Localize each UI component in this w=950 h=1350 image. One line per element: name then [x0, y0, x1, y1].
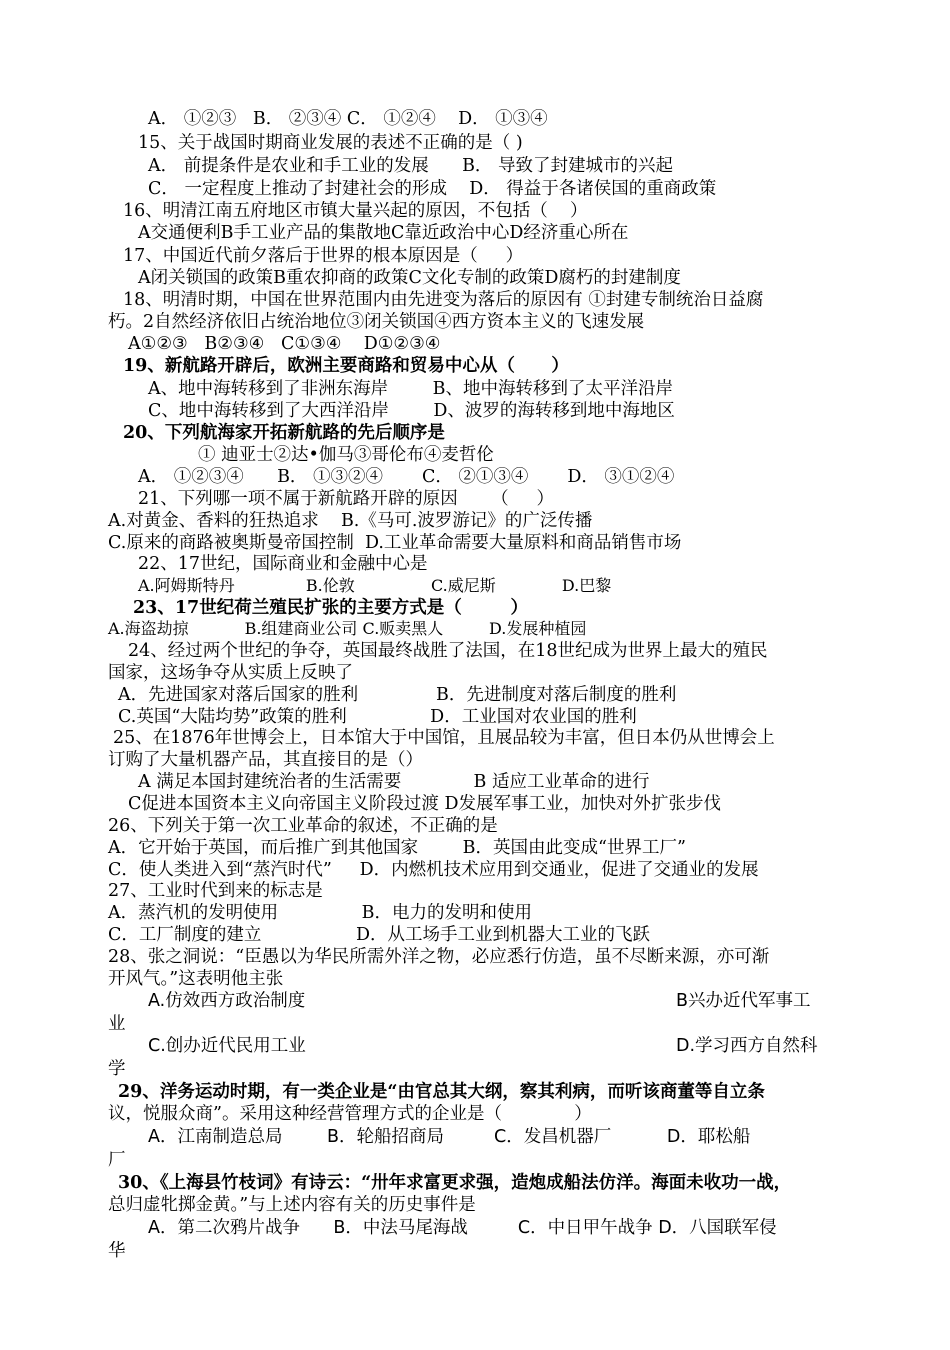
q26-stem: 26、下列关于第一次工业革命的叙述，不正确的是	[108, 816, 498, 836]
q20-stem: 20、下列航海家开拓新航路的先后顺序是	[123, 423, 445, 443]
q30-stem-1: 30、《上海县竹枝词》有诗云：“卅年求富更求强，造炮成船法仿洋。海面未收功一战，	[118, 1173, 792, 1193]
q25-stem-2: 订购了大量机器产品，其直接目的是（）	[108, 750, 423, 770]
q18-options: A①②③ B②③④ C①③④ D①②③④	[128, 334, 441, 354]
q17-options: A闭关锁国的政策B重农抑商的政策C文化专制的政策D腐朽的封建制度	[138, 268, 681, 288]
q24-options-ab: A．先进国家对落后国家的胜利 B．先进制度对落后制度的胜利	[118, 685, 677, 705]
q21-options-ab: A.对黄金、香料的狂热追求 B.《马可.波罗游记》的广泛传播	[108, 511, 593, 531]
q28-option-a: A.仿效西方政治制度	[148, 991, 306, 1011]
q27-stem: 27、工业时代到来的标志是	[108, 881, 323, 901]
q26-options-ab: A．它开始于英国，而后推广到其他国家 B．英国由此变成“世界工厂”	[108, 838, 686, 858]
q19-options-cd: C、地中海转移到了大西洋沿岸 D、波罗的海转移到地中海地区	[148, 401, 675, 421]
q30-options-wrap: 华	[108, 1241, 126, 1261]
q22-stem: 22、17世纪，国际商业和金融中心是	[138, 554, 428, 574]
q18-stem-2: 朽。2自然经济依旧占统治地位③闭关锁国④西方资本主义的飞速发展	[108, 312, 645, 332]
q27-options-cd: C．工厂制度的建立 D．从工场手工业到机器大工业的飞跃	[108, 925, 650, 945]
q28-option-d: D.学习西方自然科	[676, 1036, 818, 1056]
q19-options-ab: A、地中海转移到了非洲东海岸 B、地中海转移到了太平洋沿岸	[148, 379, 673, 399]
q20-items: ① 迪亚士②达•伽马③哥伦布④麦哲伦	[198, 445, 494, 465]
q30-options: A．第二次鸦片战争 B．中法马尾海战 C．中日甲午战争 D．八国联军侵	[148, 1218, 777, 1238]
q14-options: A． ①②③ B． ②③④ C． ①②④ D． ①③④	[148, 109, 548, 129]
q30-stem-2: 总归虚牝掷金黄。”与上述内容有关的历史事件是	[108, 1195, 476, 1215]
q25-stem-1: 25、在1876年世博会上，日本馆大于中国馆，且展品较为丰富，但日本仍从世博会上	[113, 728, 775, 748]
q15-options-cd: C． 一定程度上推动了封建社会的形成 D． 得益于各诸侯国的重商政策	[148, 179, 717, 199]
q16-stem: 16、明清江南五府地区市镇大量兴起的原因，不包括（ ）	[123, 201, 588, 221]
q28-option-b-wrap: 业	[108, 1014, 126, 1034]
q29-options: A．江南制造总局 B．轮船招商局 C．发昌机器厂 D．耶松船	[148, 1127, 751, 1147]
q29-stem-2: 议，悦服众商”。采用这种经营管理方式的企业是（ ）	[108, 1104, 592, 1124]
q16-options: A交通便利B手工业产品的集散地C靠近政治中心D经济重心所在	[138, 223, 629, 243]
q15-stem: 15、关于战国时期商业发展的表述不正确的是（ )	[138, 133, 523, 153]
q24-stem-1: 24、经过两个世纪的争夺，英国最终战胜了法国，在18世纪成为世界上最大的殖民	[128, 641, 768, 661]
q23-options: A.海盗劫掠 B.组建商业公司 C.贩卖黑人 D.发展种植园	[108, 619, 587, 638]
q28-option-b: B兴办近代军事工	[676, 991, 811, 1011]
q27-options-ab: A．蒸汽机的发明使用 B．电力的发明和使用	[108, 903, 532, 923]
q21-options-cd: C.原来的商路被奥斯曼帝国控制 D.工业革命需要大量原料和商品销售市场	[108, 533, 682, 553]
q26-options-cd: C．使人类进入到“蒸汽时代” D．内燃机技术应用到交通业，促进了交通业的发展	[108, 860, 759, 880]
q20-options: A． ①②③④ B． ①③②④ C． ②①③④ D． ③①②④	[138, 467, 675, 487]
q19-stem: 19、新航路开辟后，欧洲主要商路和贸易中心从（ ）	[123, 356, 569, 376]
q25-options-cd: C促进本国资本主义向帝国主义阶段过渡 D发展军事工业，加快对外扩张步伐	[128, 794, 721, 814]
q24-stem-2: 国家，这场争夺从实质上反映了	[108, 663, 353, 683]
q28-option-c: C.创办近代民用工业	[148, 1036, 306, 1056]
q29-options-wrap: 厂	[108, 1150, 126, 1170]
q29-stem-1: 29、洋务运动时期，有一类企业是“由官总其大纲，察其利病，而听该商董等自立条	[118, 1082, 765, 1102]
q28-option-d-wrap: 学	[108, 1059, 126, 1079]
q22-options: A.阿姆斯特丹 B.伦敦 C.威尼斯 D.巴黎	[138, 576, 612, 595]
q15-options-ab: A． 前提条件是农业和手工业的发展 B． 导致了封建城市的兴起	[148, 156, 673, 176]
q17-stem: 17、中国近代前夕落后于世界的根本原因是（ ）	[123, 246, 524, 266]
q25-options-ab: A 满足本国封建统治者的生活需要 B 适应工业革命的进行	[138, 772, 650, 792]
q24-options-cd: C.英国“大陆均势”政策的胜利 D．工业国对农业国的胜利	[118, 707, 637, 727]
q28-stem-1: 28、张之洞说：“臣愚以为华民所需外洋之物，必应悉行仿造，虽不尽断来源，亦可渐	[108, 947, 770, 967]
q23-stem: 23、17世纪荷兰殖民扩张的主要方式是（ ）	[133, 598, 528, 618]
q28-stem-2: 开风气。”这表明他主张	[108, 969, 284, 989]
q18-stem-1: 18、明清时期，中国在世界范围内由先进变为落后的原因有 ①封建专制统治日益腐	[123, 290, 764, 310]
q21-stem: 21、下列哪一项不属于新航路开辟的原因 （ ）	[138, 489, 554, 509]
